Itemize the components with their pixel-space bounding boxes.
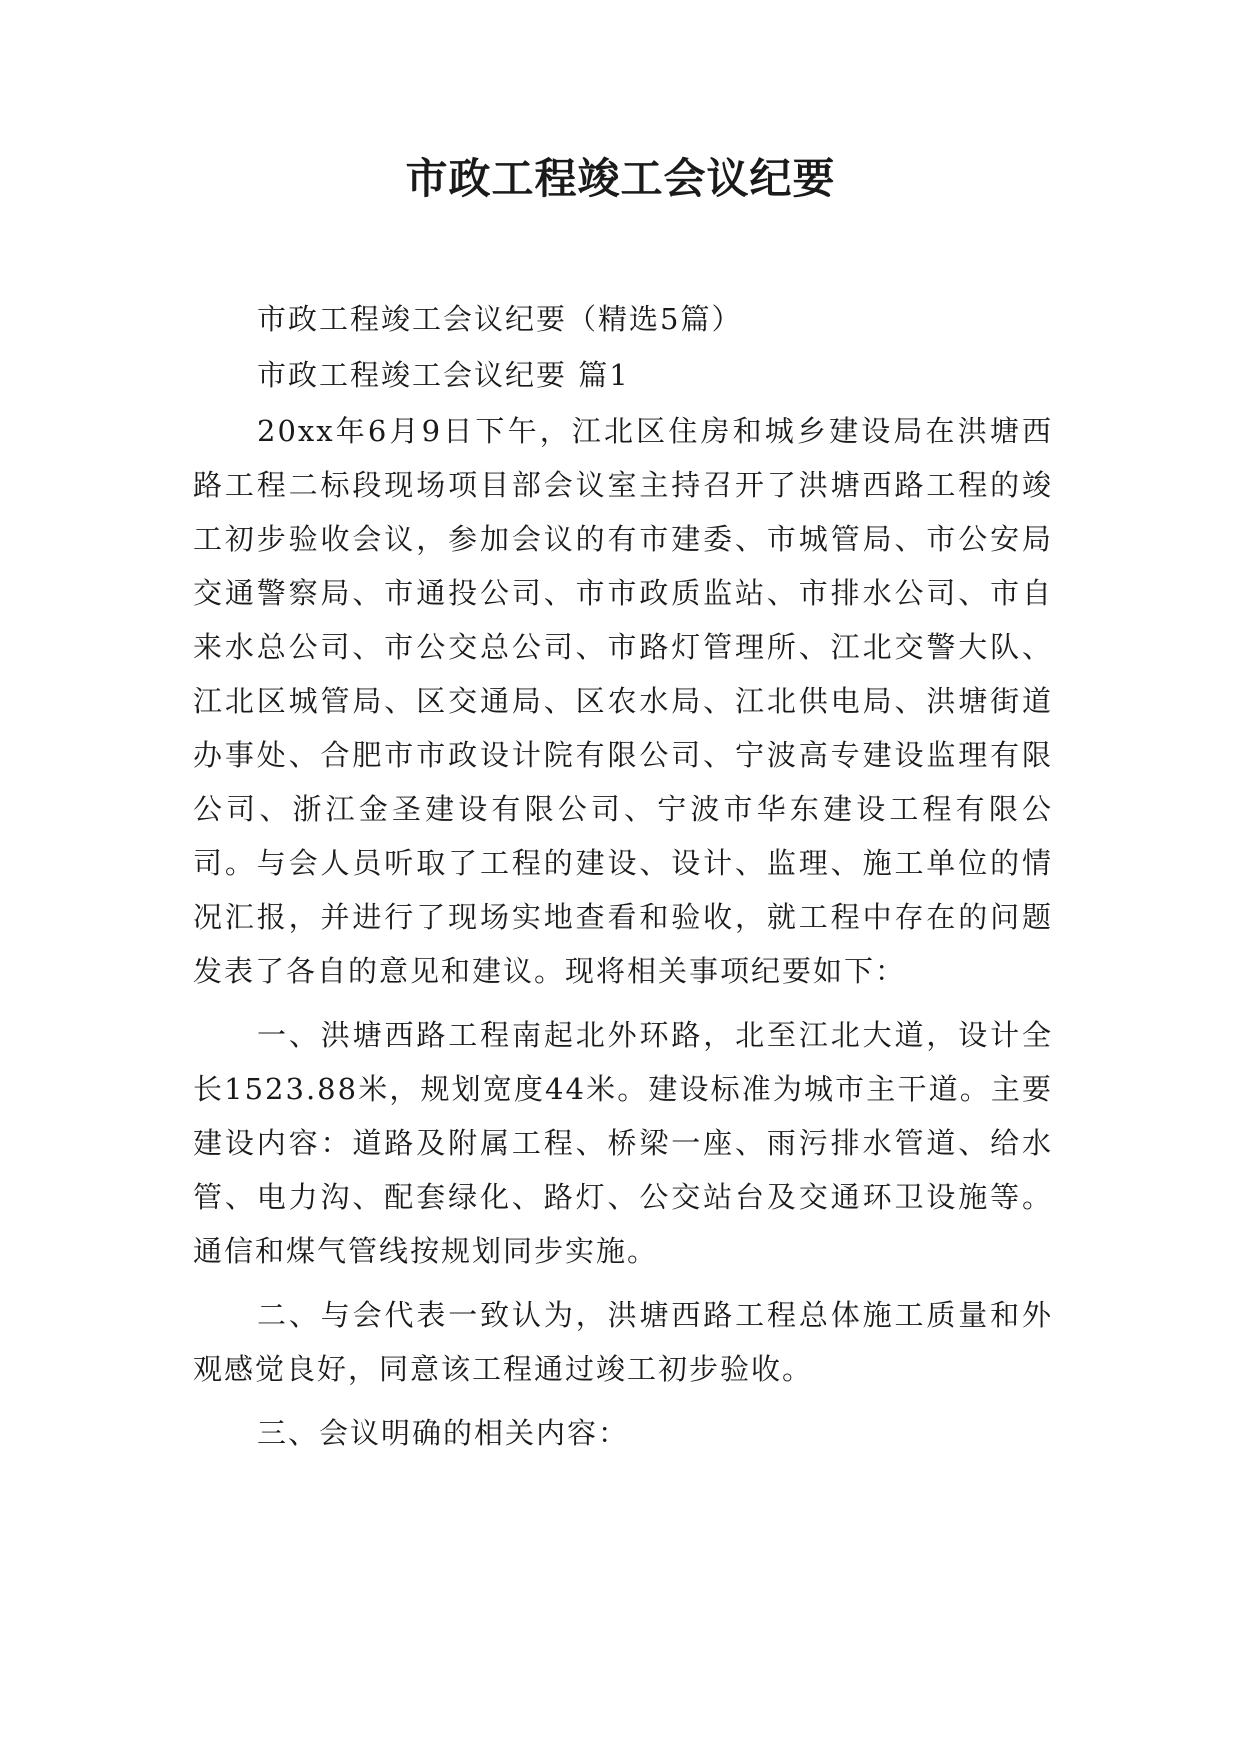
paragraph-meeting-intro: 20xx年6月9日下午，江北区住房和城乡建设局在洪塘西路工程二标段现场项目部会议室主持召开了洪塘西路工程的竣工初步验收会议，参加会议的有市建委、市城管局、市公安局交通警察局、市通投公司、市市政质监站、市排水公司、市自来水总公司、市公交总公司、市路灯管理所、江北交警大队、江北区城管局、区交通局、区农水局、江北供电局、洪塘街道办事处、合肥市市政设计院有限公司、宁波高专建设监理有限公司、浙江金圣建设有限公司、宁波市华东建设工程有限公司。与会人员听取了工程的建设、设计、监理、施工单位的情况汇报，并进行了现场实地查看和验收，就工程中存在的问题发表了各自的意见和建议。现将相关事项纪要如下：	[193, 414, 1053, 988]
document-title: 市政工程竣工会议纪要	[405, 154, 836, 203]
paragraph-item-two: 二、与会代表一致认为，洪塘西路工程总体施工质量和外观感觉良好，同意该工程通过竣工初步验收。	[193, 1298, 1053, 1386]
paragraph-collection-heading: 市政工程竣工会议纪要（精选5篇）	[257, 302, 743, 336]
paragraph-item-one: 一、洪塘西路工程南起北外环路，北至江北大道，设计全长1523.88米，规划宽度44米。建设标准为城市主干道。主要建设内容：道路及附属工程、桥梁一座、雨污排水管道、给水管、电力沟、配套绿化、路灯、公交站台及交通环卫设施等。通信和煤气管线按规划同步实施。	[193, 1018, 1053, 1268]
paragraph-article-heading: 市政工程竣工会议纪要 篇1	[257, 358, 630, 392]
paragraph-item-three: 三、会议明确的相关内容：	[257, 1416, 630, 1450]
document-body	[193, 292, 1053, 1460]
